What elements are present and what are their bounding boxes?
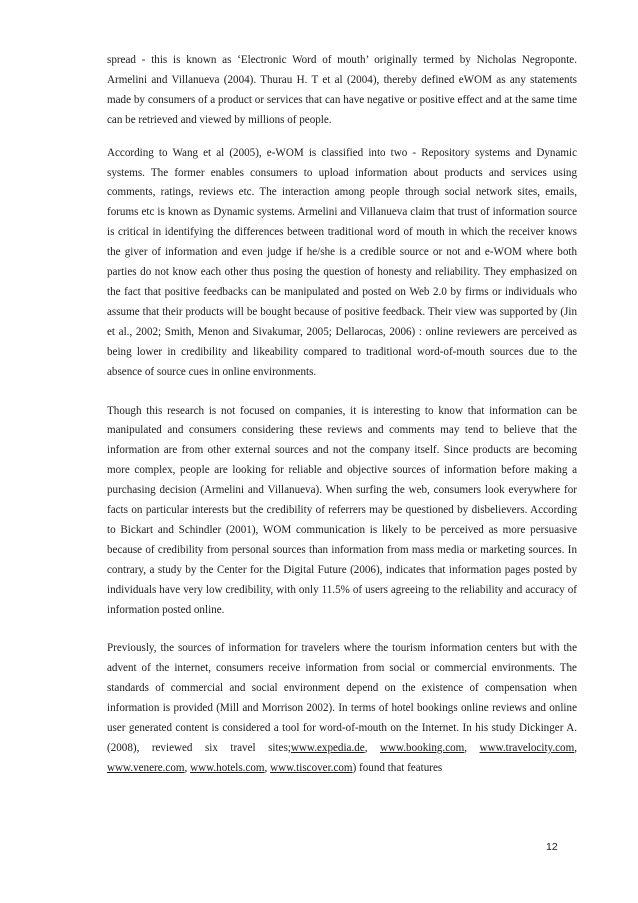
paragraph-information-manipulation: Though this research is not focused on companies, it is interesting to know that information can be manipulated and consumers considering these reviews and comments may tend to believe that the information are from other external sources and not the company itself. Since products are becoming more complex, people are looking for reliable and objective sources of information before making a purchasing decision (Armelini and Villanueva). When surfing the web, consumers look everywhere for facts on particular interests but the credibility of referrers may be questioned by disbelievers. According to Bickart and Schindler (2001), WOM communication is likely to be perceived as more persuasive because of credibility from personal sources than information from mass media or marketing sources. In contrary, a study by the Center for the Digital Future (2006), indicates that information pages posted by individuals have very low credibility, with only 11.5% of users agreeing to the reliability and accuracy of information posted online. bbox=[107, 404, 577, 616]
link-venere[interactable]: www.venere.com bbox=[107, 761, 185, 774]
link-travelocity[interactable]: www.travelocity.com bbox=[479, 742, 575, 754]
paragraph-text-after-links: ) found that features bbox=[352, 761, 443, 774]
link-hotels[interactable]: www.hotels.com bbox=[190, 761, 265, 774]
paragraph-ewom-definition: spread - this is known as ‘Electronic Word of mouth’ originally termed by Nicholas Negroponte. Armelini and Villanueva (2004). Thurau H. T et al (2004), thereby defined eWOM as any statements made by consumers of a product or services that can have negative or positive effect and at the same time can be retrieved and viewed by millions of people. bbox=[107, 54, 577, 126]
link-tiscover[interactable]: www.tiscover.com bbox=[270, 761, 353, 774]
page-body bbox=[107, 51, 577, 792]
paragraph-text-before-links: Previously, the sources of information for travelers where the tourism information centers but with the advent of the internet, consumers receive information from social or commercial environments. The standards of commercial and social environment depend on the existence of compensation when information is provided (Mill and Morrison 2002). In terms of hotel bookings online reviews and online user generated content is considered a tool for word-of-mouth on the Internet. In his study Dickinger A. (2008), reviewed six travel sites; bbox=[107, 642, 577, 754]
paragraph-ewom-classification: According to Wang et al (2005), e-WOM is classified into two - Repository systems and Dynamic systems. The former enables consumers to upload information about products and services using comments, ratings, reviews etc. The interaction among people through social network sites, emails, forums etc is known as Dynamic systems. Armelini and Villanueva claim that trust of information source is critical in identifying the differences between traditional word of mouth in which the receiver knows the giver of information and even judge if he/she is a credible source or not and e-WOM where both parties do not know each other thus posing the question of honesty and reliability. They emphasized on the fact that positive feedbacks can be manipulated and posted on Web 2.0 by firms or individuals who assume that their products will be bought because of positive feedback. Their view was supported by (Jin et al., 2002; Smith, Menon and Sivakumar, 2005; Dellarocas, 2006) : online reviewers are perceived as being lower in credibility and likeability compared to traditional word-of-mouth sources due to the absence of source cues in online environments. bbox=[107, 146, 577, 378]
paragraph-travel-information-sources: Previously, the sources of information for travelers where the tourism information centers but with the advent of the internet, consumers receive information from social or commercial environments. The standards of commercial and social environment depend on the existence of compensation when information is provided (Mill and Morrison 2002). In terms of hotel bookings online reviews and online user generated content is considered a tool for word-of-mouth on the Internet. In his study Dickinger A. (2008), reviewed six travel sites;www.expedia.de, www.booking.com, www.travelocity.com, www.venere.com, www.hotels.com, www.tiscover.com) found that features bbox=[107, 642, 578, 774]
page-number: 12 bbox=[546, 841, 558, 853]
link-booking[interactable]: www.booking.com bbox=[379, 742, 465, 754]
link-expedia[interactable]: www.expedia.de bbox=[290, 742, 365, 754]
